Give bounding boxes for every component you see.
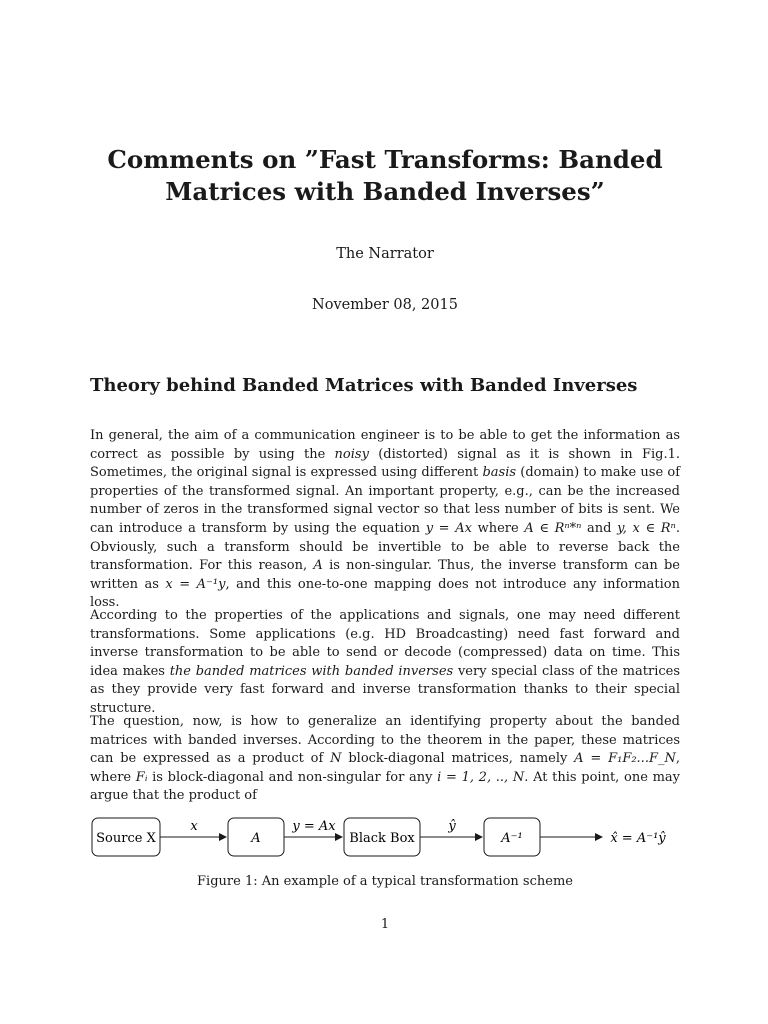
yax-label: y = Ax (292, 819, 336, 834)
source-label: Source X (96, 831, 156, 846)
a-label: A (251, 831, 261, 846)
paragraph-3: The question, now, is how to generalize an identifying property about the banded matrices with banded inverses. According to the theorem in the paper, these matrices can be expressed as a product of N block-diagonal matrices, namely A = F₁F₂...F_N, where Fᵢ is block-diagonal and non-singular for any i = 1, 2, .., N. At this point, one may argue that the product of (90, 714, 681, 804)
page-number: 1 (380, 917, 390, 932)
section-heading: Theory behind Banded Matrices with Banded Inverses (90, 375, 638, 396)
blackbox-label: Black Box (349, 831, 415, 846)
paper-title (90, 144, 680, 208)
xhat-label: x̂ = A⁻¹ŷ (610, 831, 666, 846)
x-label: x (190, 819, 198, 834)
yhat-label: ŷ (448, 819, 456, 834)
title-line-2: Matrices with Banded Inverses” (165, 177, 605, 206)
paper-date: November 08, 2015 (312, 297, 458, 313)
figure-caption: Figure 1: An example of a typical transformation scheme (197, 874, 573, 889)
paper-page (90, 0, 680, 1024)
paragraph-1: In general, the aim of a communication engineer is to be able to get the information as correct as possible by using the noisy (distorted) signal as it is shown in Fig.1. Sometimes, the original signal is expressed using different basis (domain) to make use of properties of the transformed signal. An important property, e.g., can be the increased number of zeros in the transformed signal vector so that less number of bits is sent. We can introduce a transform by using the equation y = Ax where A ∈ Rⁿ*ⁿ and y, x ∈ Rⁿ. Obviously, such a transform should be invertible to be able to reverse back the transformation. For this reason, A is non-singular. Thus, the inverse transform can be written as x = A⁻¹y, and this one-to-one mapping does not introduce any information loss. (90, 428, 681, 611)
ainv-label: A⁻¹ (501, 831, 523, 846)
author-name: The Narrator (336, 246, 434, 262)
paragraph-2: According to the properties of the applications and signals, one may need different transformations. Some applications (e.g. HD Broadcasting) need fast forward and inverse transformation to be able to send or decode (compressed) data on time. This idea makes the banded matrices with banded inverses very special class of the matrices as they provide very fast forward and inverse transformation thanks to their special structure. (90, 608, 680, 716)
transformation-diagram (90, 808, 680, 868)
title-line-1: Comments on ”Fast Transforms: Banded (107, 145, 663, 174)
